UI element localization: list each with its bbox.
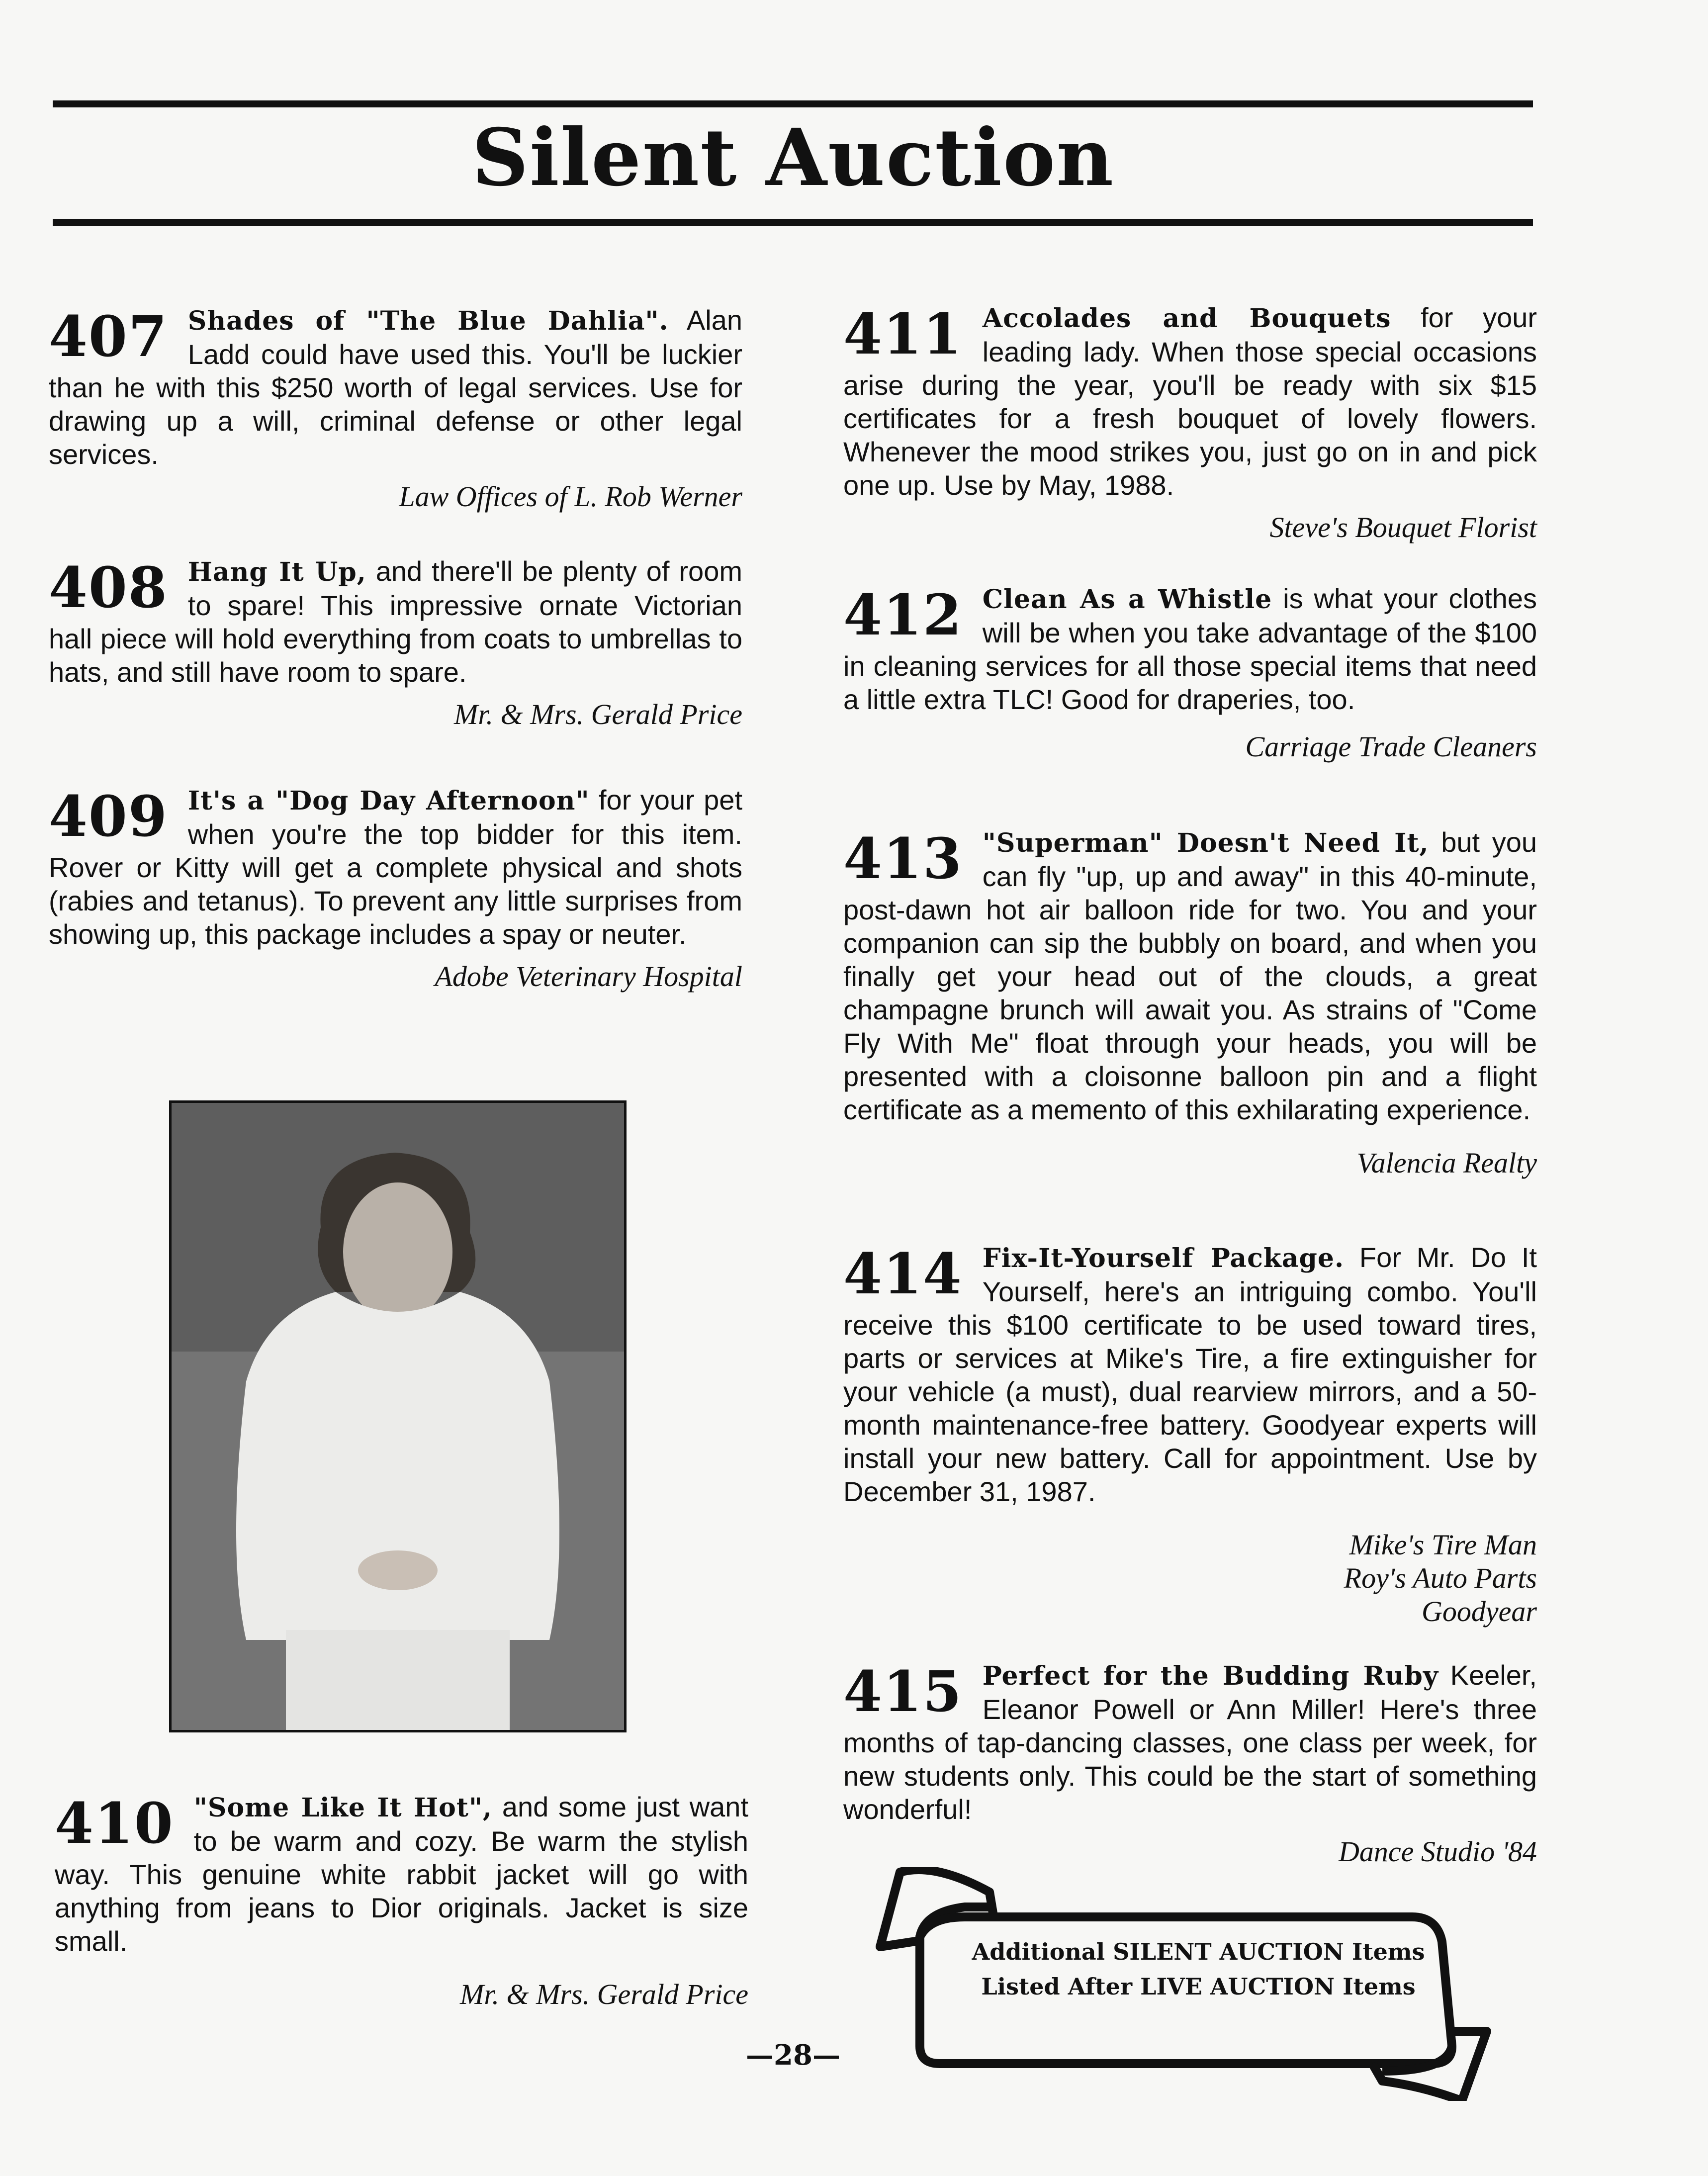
item-donor: Steve's Bouquet Florist — [1269, 511, 1537, 544]
item-headline: Fix-It-Yourself Package. — [982, 1243, 1345, 1273]
auction-item-408 — [49, 554, 742, 731]
banner-text — [955, 1934, 1442, 2004]
auction-item-411 — [843, 301, 1537, 544]
item-description: and there'll be plenty of room to spare! This impressive ornate Victorian hall piece will hold everything from coats to umbrellas to hats, and still have room to spare. — [49, 555, 742, 688]
item-description: for your pet when you're the top bidder for this item. Rover or Kitty will get a complete physical and shots (rabies and tetanus). To prevent any little surprises from showing up, this package includes a spay or neuter. — [49, 784, 743, 950]
item-number: 410 — [55, 1791, 174, 1856]
item-number: 411 — [843, 302, 963, 367]
item-headline: "Superman" Doesn't Need It, — [982, 828, 1429, 858]
item-description: is what your clothes will be when you take advantage of the $100 in cleaning services for all those special items that need a little extra TLC! Good for draperies, too. — [843, 583, 1537, 715]
photo-woman-in-rabbit-jacket — [169, 1100, 627, 1732]
item-donor: Dance Studio '84 — [1338, 1835, 1537, 1868]
item-headline: Clean As a Whistle — [982, 584, 1272, 615]
item-donor: Mike's Tire Man — [1349, 1529, 1537, 1561]
item-number: 409 — [49, 784, 168, 849]
page-number: —28— — [746, 2039, 840, 2072]
item-donor-2: Roy's Auto Parts — [1344, 1562, 1537, 1594]
item-number: 413 — [843, 826, 963, 892]
item-donor: Valencia Realty — [1356, 1147, 1537, 1179]
title-bottom-rule — [53, 219, 1533, 226]
item-headline: "Some Like It Hot", — [193, 1793, 493, 1823]
item-number: 408 — [49, 555, 168, 621]
item-donor: Carriage Trade Cleaners — [1245, 730, 1537, 763]
item-headline: It's a "Dog Day Afternoon" — [187, 786, 590, 816]
auction-item-410 — [55, 1790, 748, 2011]
page-title: Silent Auction — [471, 112, 1115, 204]
auction-item-414 — [843, 1241, 1537, 1628]
item-donor: Adobe Veterinary Hospital — [435, 960, 742, 993]
item-headline: Shades of "The Blue Dahlia". — [187, 306, 669, 336]
top-rule — [53, 100, 1533, 107]
item-number: 414 — [843, 1242, 963, 1307]
ribbon-banner — [865, 1867, 1531, 2101]
auction-item-409 — [49, 783, 742, 993]
item-donor: Law Offices of L. Rob Werner — [399, 480, 742, 513]
item-headline: Perfect for the Budding Ruby — [982, 1661, 1439, 1691]
item-description: Keeler, Eleanor Powell or Ann Miller! Here's three months of tap-dancing classes, one class per week, for new students only. This could be the start of something wonderful! — [843, 1659, 1537, 1825]
banner-line-2: Listed After LIVE AUCTION Items — [981, 1973, 1416, 2000]
auction-item-415 — [843, 1658, 1537, 1868]
item-description: For Mr. Do It Yourself, here's an intriguing combo. You'll receive this $100 certificate to be used toward tires, parts or services at Mike's Tire, a fire extinguisher for your vehicle (a must), dual rearview mirrors, and a 50-month maintenance-free battery. Goodyear experts will install your new battery. Call for appointment. Use by December 31, 1987. — [843, 1242, 1537, 1507]
item-number: 412 — [843, 583, 963, 648]
item-headline: Hang It Up, — [187, 557, 366, 587]
item-number: 407 — [49, 304, 168, 369]
item-description: for your leading lady. When those special occasions arise during the year, you'll be ready with six $15 certificates for a fresh bouquet of lovely flowers. Whenever the mood strikes you, just go on in and pick one up. Use by May, 1988. — [843, 302, 1537, 501]
item-number: 415 — [843, 1659, 963, 1724]
item-headline: Accolades and Bouquets — [982, 303, 1391, 334]
photo-illustration — [172, 1103, 624, 1730]
item-description: and some just want to be warm and cozy. Be warm the stylish way. This genuine white rabbit jacket will go with anything from jeans to Dior originals. Jacket is size small. — [55, 1791, 749, 1957]
item-description: but you can fly "up, up and away" in this 40-minute, post-dawn hot air balloon ride for two. You and your companion can sip the bubbly on board, and when you finally get your head out of the clouds, a great champagne brunch will await you. As strains of "Come Fly With Me" float through your heads, you will be presented with a cloisonne balloon pin and a flight certificate as a memento of this exhilarating experience. — [843, 826, 1537, 1125]
auction-item-407 — [49, 303, 742, 513]
item-description: Alan Ladd could have used this. You'll be luckier than he with this $250 worth of legal services. Use for drawing up a will, criminal defense or other legal services. — [49, 304, 742, 470]
auction-item-412 — [843, 582, 1537, 763]
item-donor: Mr. & Mrs. Gerald Price — [460, 1978, 748, 2010]
auction-item-413 — [843, 825, 1537, 1179]
item-donor-3: Goodyear — [1422, 1595, 1537, 1628]
banner-line-1: Additional SILENT AUCTION Items — [972, 1938, 1425, 1965]
item-donor: Mr. & Mrs. Gerald Price — [454, 698, 742, 730]
